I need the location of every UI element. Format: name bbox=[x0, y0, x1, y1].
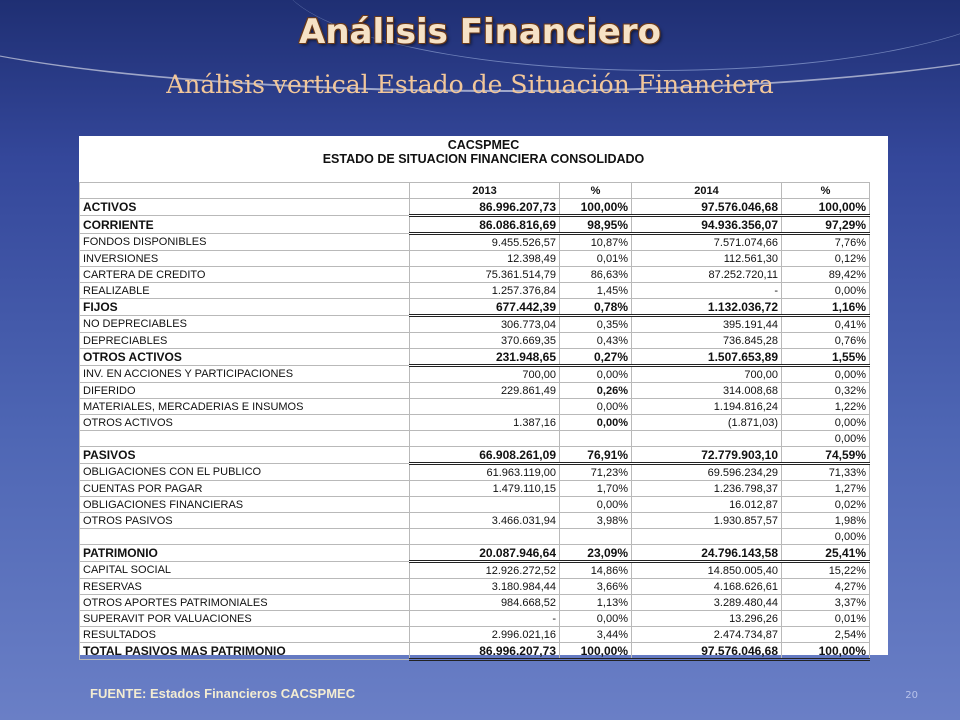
pct-2014: 4,27% bbox=[782, 579, 870, 595]
value-2013: 3.180.984,44 bbox=[410, 579, 560, 595]
value-2013 bbox=[410, 497, 560, 513]
balance-sheet-table bbox=[79, 182, 870, 661]
account-label: CAPITAL SOCIAL bbox=[80, 562, 410, 579]
table-row bbox=[80, 643, 870, 660]
pct-2014: 0,32% bbox=[782, 383, 870, 399]
account-label: RESERVAS bbox=[80, 579, 410, 595]
pct-2013: 3,44% bbox=[560, 627, 632, 643]
table-row bbox=[80, 383, 870, 399]
account-label: DIFERIDO bbox=[80, 383, 410, 399]
value-2014: 16.012,87 bbox=[632, 497, 782, 513]
pct-2014: 0,01% bbox=[782, 611, 870, 627]
value-2014: 97.576.046,68 bbox=[632, 199, 782, 216]
table-row bbox=[80, 234, 870, 251]
table-row bbox=[80, 529, 870, 545]
account-label: REALIZABLE bbox=[80, 283, 410, 299]
value-2013 bbox=[410, 529, 560, 545]
account-label: OTROS APORTES PATRIMONIALES bbox=[80, 595, 410, 611]
pct-2013: 0,26% bbox=[560, 383, 632, 399]
report-title: ESTADO DE SITUACION FINANCIERA CONSOLIDADO bbox=[322, 152, 645, 166]
table-row bbox=[80, 283, 870, 299]
value-2014: 700,00 bbox=[632, 366, 782, 383]
table-row bbox=[80, 481, 870, 497]
pct-2014: 1,98% bbox=[782, 513, 870, 529]
table-row bbox=[80, 399, 870, 415]
account-label: PASIVOS bbox=[80, 447, 410, 464]
pct-2014: 0,12% bbox=[782, 251, 870, 267]
pct-2013: 10,87% bbox=[560, 234, 632, 251]
pct-2013: 1,70% bbox=[560, 481, 632, 497]
value-2013: 12.398,49 bbox=[410, 251, 560, 267]
value-2014: 14.850.005,40 bbox=[632, 562, 782, 579]
account-label: SUPERAVIT POR VALUACIONES bbox=[80, 611, 410, 627]
table-row bbox=[80, 611, 870, 627]
value-2014: 736.845,28 bbox=[632, 333, 782, 349]
table-row bbox=[80, 579, 870, 595]
value-2014 bbox=[632, 431, 782, 447]
financial-statement-sheet bbox=[79, 136, 888, 658]
value-2013: 1.387,16 bbox=[410, 415, 560, 431]
account-label: OBLIGACIONES CON EL PUBLICO bbox=[80, 464, 410, 481]
account-label: OTROS PASIVOS bbox=[80, 513, 410, 529]
value-2013: 20.087.946,64 bbox=[410, 545, 560, 562]
pct-2014: 1,22% bbox=[782, 399, 870, 415]
account-label: DEPRECIABLES bbox=[80, 333, 410, 349]
value-2013: 231.948,65 bbox=[410, 349, 560, 366]
value-2013: 3.466.031,94 bbox=[410, 513, 560, 529]
table-row bbox=[80, 349, 870, 366]
table-body bbox=[80, 199, 870, 660]
header-account bbox=[80, 183, 410, 199]
value-2013: 1.257.376,84 bbox=[410, 283, 560, 299]
pct-2014: 89,42% bbox=[782, 267, 870, 283]
value-2014: - bbox=[632, 283, 782, 299]
table-row bbox=[80, 464, 870, 481]
page-number: 20 bbox=[905, 690, 918, 701]
pct-2013: 0,78% bbox=[560, 299, 632, 316]
pct-2013: 71,23% bbox=[560, 464, 632, 481]
account-label bbox=[80, 431, 410, 447]
slide-subtitle: Análisis vertical Estado de Situación Financiera bbox=[166, 70, 774, 99]
pct-2014: 1,55% bbox=[782, 349, 870, 366]
pct-2014: 0,02% bbox=[782, 497, 870, 513]
value-2014: 97.576.046,68 bbox=[632, 643, 782, 660]
table-row bbox=[80, 447, 870, 464]
value-2013: 86.996.207,73 bbox=[410, 199, 560, 216]
pct-2014: 1,27% bbox=[782, 481, 870, 497]
account-label bbox=[80, 529, 410, 545]
value-2014: 314.008,68 bbox=[632, 383, 782, 399]
value-2014: 1.507.653,89 bbox=[632, 349, 782, 366]
account-label: CUENTAS POR PAGAR bbox=[80, 481, 410, 497]
value-2014: 13.296,26 bbox=[632, 611, 782, 627]
value-2013: 229.861,49 bbox=[410, 383, 560, 399]
pct-2013: 1,45% bbox=[560, 283, 632, 299]
pct-2013: 3,66% bbox=[560, 579, 632, 595]
table-row bbox=[80, 497, 870, 513]
account-label: FIJOS bbox=[80, 299, 410, 316]
table-row bbox=[80, 299, 870, 316]
value-2013: 306.773,04 bbox=[410, 316, 560, 333]
value-2014: 69.596.234,29 bbox=[632, 464, 782, 481]
pct-2014: 74,59% bbox=[782, 447, 870, 464]
pct-2014: 25,41% bbox=[782, 545, 870, 562]
table-row bbox=[80, 251, 870, 267]
pct-2013: 100,00% bbox=[560, 643, 632, 660]
pct-2014: 3,37% bbox=[782, 595, 870, 611]
table-row bbox=[80, 415, 870, 431]
value-2014: 395.191,44 bbox=[632, 316, 782, 333]
account-label: INV. EN ACCIONES Y PARTICIPACIONES bbox=[80, 366, 410, 383]
account-label: PATRIMONIO bbox=[80, 545, 410, 562]
slide-title: Análisis Financiero bbox=[299, 12, 661, 52]
pct-2013: 86,63% bbox=[560, 267, 632, 283]
account-label: OTROS ACTIVOS bbox=[80, 415, 410, 431]
pct-2013 bbox=[560, 431, 632, 447]
table-row bbox=[80, 562, 870, 579]
header-pct-2013: % bbox=[560, 183, 632, 199]
value-2013: 700,00 bbox=[410, 366, 560, 383]
account-label: INVERSIONES bbox=[80, 251, 410, 267]
value-2014: 1.194.816,24 bbox=[632, 399, 782, 415]
value-2014: 1.132.036,72 bbox=[632, 299, 782, 316]
pct-2013: 0,43% bbox=[560, 333, 632, 349]
table-row bbox=[80, 267, 870, 283]
value-2014: 7.571.074,66 bbox=[632, 234, 782, 251]
pct-2013: 1,13% bbox=[560, 595, 632, 611]
value-2013: 984.668,52 bbox=[410, 595, 560, 611]
value-2014: 112.561,30 bbox=[632, 251, 782, 267]
pct-2013: 23,09% bbox=[560, 545, 632, 562]
pct-2014: 1,16% bbox=[782, 299, 870, 316]
pct-2014: 97,29% bbox=[782, 216, 870, 234]
header-2013: 2013 bbox=[410, 183, 560, 199]
value-2014: 1.930.857,57 bbox=[632, 513, 782, 529]
pct-2014: 0,41% bbox=[782, 316, 870, 333]
value-2014: 4.168.626,61 bbox=[632, 579, 782, 595]
pct-2014: 0,00% bbox=[782, 366, 870, 383]
pct-2014: 7,76% bbox=[782, 234, 870, 251]
pct-2013: 0,00% bbox=[560, 399, 632, 415]
table-header-row bbox=[80, 183, 870, 199]
header-pct-2014: % bbox=[782, 183, 870, 199]
source-note: FUENTE: Estados Financieros CACSPMEC bbox=[90, 686, 356, 701]
pct-2013 bbox=[560, 529, 632, 545]
pct-2013: 76,91% bbox=[560, 447, 632, 464]
value-2013: 66.908.261,09 bbox=[410, 447, 560, 464]
value-2013: 1.479.110,15 bbox=[410, 481, 560, 497]
pct-2014: 100,00% bbox=[782, 199, 870, 216]
pct-2013: 3,98% bbox=[560, 513, 632, 529]
table-row bbox=[80, 595, 870, 611]
pct-2013: 100,00% bbox=[560, 199, 632, 216]
table-row bbox=[80, 216, 870, 234]
table-row bbox=[80, 627, 870, 643]
pct-2013: 0,27% bbox=[560, 349, 632, 366]
account-label: RESULTADOS bbox=[80, 627, 410, 643]
pct-2014: 0,00% bbox=[782, 283, 870, 299]
pct-2013: 0,00% bbox=[560, 497, 632, 513]
pct-2014: 71,33% bbox=[782, 464, 870, 481]
value-2013: 2.996.021,16 bbox=[410, 627, 560, 643]
header-2014: 2014 bbox=[632, 183, 782, 199]
table-row bbox=[80, 316, 870, 333]
account-label: CORRIENTE bbox=[80, 216, 410, 234]
pct-2014: 0,76% bbox=[782, 333, 870, 349]
pct-2014: 0,00% bbox=[782, 431, 870, 447]
table-row bbox=[80, 199, 870, 216]
value-2013: 370.669,35 bbox=[410, 333, 560, 349]
account-label: MATERIALES, MERCADERIAS E INSUMOS bbox=[80, 399, 410, 415]
pct-2014: 100,00% bbox=[782, 643, 870, 660]
pct-2013: 98,95% bbox=[560, 216, 632, 234]
account-label: FONDOS DISPONIBLES bbox=[80, 234, 410, 251]
value-2014: 2.474.734,87 bbox=[632, 627, 782, 643]
table-row bbox=[80, 545, 870, 562]
value-2014 bbox=[632, 529, 782, 545]
value-2013: 86.996.207,73 bbox=[410, 643, 560, 660]
value-2014: 24.796.143,58 bbox=[632, 545, 782, 562]
value-2013: 12.926.272,52 bbox=[410, 562, 560, 579]
table-row bbox=[80, 431, 870, 447]
value-2013: 677.442,39 bbox=[410, 299, 560, 316]
pct-2013: 14,86% bbox=[560, 562, 632, 579]
pct-2013: 0,35% bbox=[560, 316, 632, 333]
pct-2014: 0,00% bbox=[782, 529, 870, 545]
account-label: TOTAL PASIVOS MAS PATRIMONIO bbox=[80, 643, 410, 660]
pct-2014: 0,00% bbox=[782, 415, 870, 431]
value-2013 bbox=[410, 399, 560, 415]
value-2013: 75.361.514,79 bbox=[410, 267, 560, 283]
value-2014: 87.252.720,11 bbox=[632, 267, 782, 283]
table-row bbox=[80, 366, 870, 383]
pct-2013: 0,01% bbox=[560, 251, 632, 267]
value-2014: (1.871,03) bbox=[632, 415, 782, 431]
organization-name: CACSPMEC bbox=[447, 138, 520, 152]
value-2014: 72.779.903,10 bbox=[632, 447, 782, 464]
account-label: ACTIVOS bbox=[80, 199, 410, 216]
pct-2014: 2,54% bbox=[782, 627, 870, 643]
account-label: OBLIGACIONES FINANCIERAS bbox=[80, 497, 410, 513]
value-2013: 61.963.119,00 bbox=[410, 464, 560, 481]
pct-2013: 0,00% bbox=[560, 611, 632, 627]
account-label: NO DEPRECIABLES bbox=[80, 316, 410, 333]
table-row bbox=[80, 333, 870, 349]
account-label: OTROS ACTIVOS bbox=[80, 349, 410, 366]
pct-2014: 15,22% bbox=[782, 562, 870, 579]
table-row bbox=[80, 513, 870, 529]
pct-2013: 0,00% bbox=[560, 366, 632, 383]
value-2014: 94.936.356,07 bbox=[632, 216, 782, 234]
value-2014: 3.289.480,44 bbox=[632, 595, 782, 611]
value-2013: 86.086.816,69 bbox=[410, 216, 560, 234]
value-2013: 9.455.526,57 bbox=[410, 234, 560, 251]
pct-2013: 0,00% bbox=[560, 415, 632, 431]
value-2013 bbox=[410, 431, 560, 447]
account-label: CARTERA DE CREDITO bbox=[80, 267, 410, 283]
value-2014: 1.236.798,37 bbox=[632, 481, 782, 497]
value-2013: - bbox=[410, 611, 560, 627]
